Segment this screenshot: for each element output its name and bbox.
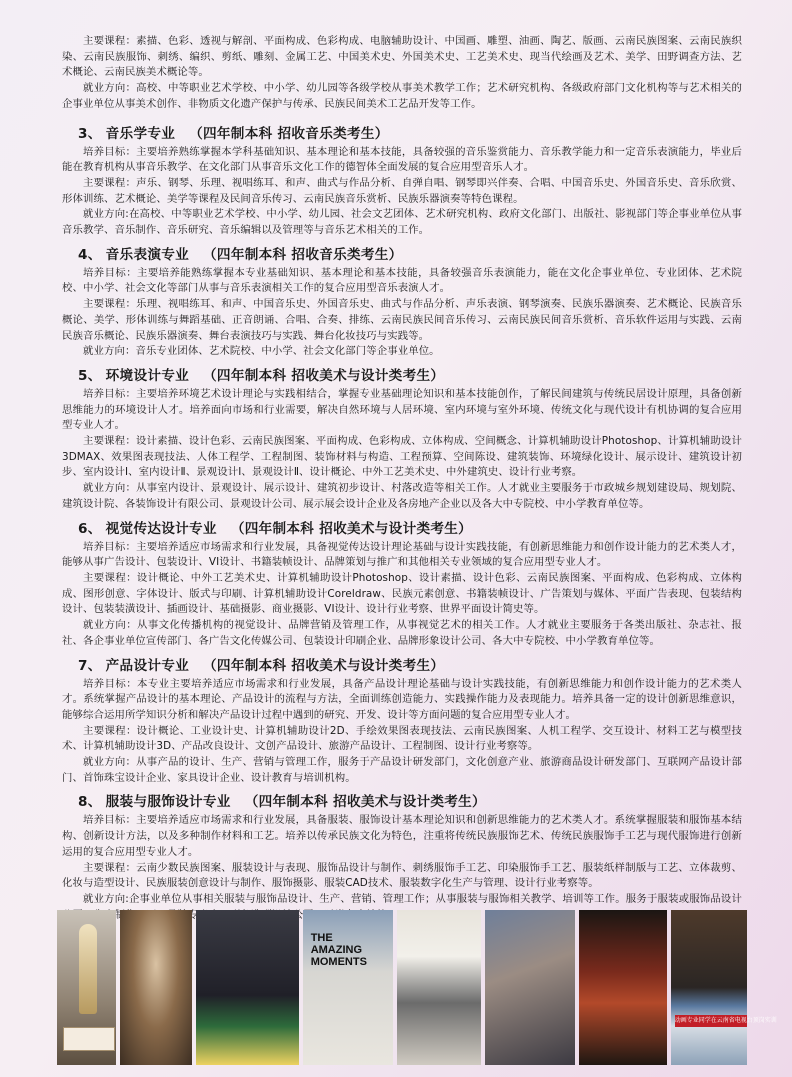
section-subtitle: （四年制本科 招收美术与设计类考生） [244, 794, 486, 811]
book-title-line: AMAZING [310, 944, 363, 956]
photo-trophy [57, 910, 116, 1065]
section-number: 6、 [78, 520, 102, 537]
paragraph: 主要课程：声乐、钢琴、乐理、视唱练耳、和声、曲式与作品分析、自弹自唱、钢琴即兴伴奏、合唱、中国音乐史、外国音乐史、音乐欣赏、形体训练、艺术概论、美学等课程及民间音乐传习、云南民族音乐赏析、民族乐器演奏等特色课程。 [62, 176, 742, 205]
photo-portrait-painting [120, 910, 192, 1065]
section-title: 视觉传达设计专业 [105, 520, 217, 537]
training-banner: 动画专业同学在云南省电视台顶岗实训 [675, 1015, 747, 1027]
section-heading [78, 125, 742, 143]
paragraph: 主要课程：云南少数民族图案、服装设计与表现、服饰品设计与制作、刺绣服饰手工艺、印染服饰手工艺、服装纸样制版与工艺、立体裁剪、化妆与造型设计、民族服装创意设计与制作、服饰摄影、服装CAD技术、服装数字化生产与管理、设计行业考察等。 [62, 861, 742, 890]
section-number: 4、 [78, 246, 102, 263]
paragraph: 就业方向：从事室内设计、景观设计、展示设计、建筑初步设计、村落改造等相关工作。人才就业主要服务于市政城乡规划建设局、规划院、建筑设计院、各装饰设计有限公司、景观设计公司、展示展会设计企业及各房地产企业以及各大中专院校、中小学教育单位等。 [62, 482, 742, 510]
section-visual-communication-design [62, 520, 742, 650]
section-subtitle: （四年制本科 招收美术与设计类考生） [203, 657, 445, 674]
paragraph: 培养目标：主要培养熟练掌握本学科基础知识、基本理论和基本技能，具备较强的音乐鉴赏能力、音乐教学能力和一定音乐表演能力，毕业后能在教育机构从事音乐教学、在文化部门从事音乐文化工作的德智体全面发展的复合应用型音乐人才。 [62, 145, 742, 174]
paragraph: 就业方向:在高校、中等职业艺术学校、中小学、幼儿园、社会文艺团体、艺术研究机构、政府文化部门、出版社、影视部门等企事业单位从事音乐教学、音乐制作、音乐研究、音乐编辑以及管理等与音乐艺术相关的工作。 [62, 208, 742, 237]
section-title: 音乐学专业 [105, 125, 176, 142]
photo-dance-performance [196, 910, 299, 1065]
paragraph: 就业方向：从事文化传播机构的视觉设计、品牌营销及管理工作，从事视觉艺术的相关工作。人才就业主要服务于各类出版社、杂志社、报社、各企事业单位宣传部门、各广告文化传媒公司、包装设计印刷企业、品牌形象设计公司、各大中专院校、中小学教育单位等。 [62, 619, 742, 647]
section-music-performance [62, 246, 742, 360]
section-heading [78, 367, 742, 385]
section-fashion-design [62, 793, 742, 923]
book-title-line: THE [310, 932, 333, 944]
section-environmental-design [62, 367, 742, 513]
section-subtitle: （四年制本科 招收音乐类考生） [189, 125, 389, 142]
document-body [62, 34, 742, 930]
section-number: 8、 [78, 794, 102, 811]
paragraph: 就业方向：从事产品的设计、生产、营销与管理工作，服务于产品设计研发部门，文化创意产业、旅游商品设计研发部门、互联网产品设计部门、首饰珠宝设计企业、家具设计企业、设计教育与培训机构。 [62, 756, 742, 784]
section-subtitle: （四年制本科 招收美术与设计类考生） [203, 367, 445, 384]
section-title: 服装与服饰设计专业 [105, 794, 231, 811]
section-subtitle: （四年制本科 招收美术与设计类考生） [230, 520, 473, 537]
paragraph: 培养目标：主要培养适应市场需求和行业发展，具备视觉传达设计理论基础与设计实践技能，有创新思维能力和创作设计能力的艺术类人才，能够从事广告设计、包装设计、VI设计、书籍装帧设计、品牌策划与推广和其他相关专业领域的复合应用型专业人才。 [62, 540, 742, 569]
section-subtitle: （四年制本科 招收音乐类考生） [203, 246, 403, 263]
photo-sculptures [397, 910, 481, 1065]
section-number: 7、 [78, 657, 102, 674]
section-title: 音乐表演专业 [105, 246, 190, 263]
section-heading [78, 793, 742, 811]
section-heading [78, 657, 742, 675]
paragraph: 培养目标：本专业主要培养适应市场需求和行业发展，具备产品设计理论基础与设计实践技能，有创新思维能力和创作设计能力的艺术类人才。系统掌握产品设计的基本理论、产品设计的流程与方法，全面训练创造能力、实践操作能力及表现能力。培养具备一定的设计创新思维意识，能够综合运用所学知识分析和解决产品设计过程中遇到的研究、开发、设计等方面问题的复合应用型专业人才。 [62, 677, 742, 721]
paragraph: 主要课程：素描、色彩、透视与解剖、平面构成、色彩构成、电脑辅助设计、中国画、雕塑、油画、陶艺、版画、云南民族图案、云南民族织染、云南民族服饰、刺绣、编织、剪纸、雕刻、金属工艺、中国美术史、外国美术史、工艺美术史、现当代绘画及艺术、美学、田野调查方法、艺术概论、云南民族美术概论等。 [62, 35, 742, 79]
section-heading [78, 520, 742, 538]
section-fine-arts-continued [62, 34, 742, 113]
paragraph: 培养目标：主要培养适应市场需求和行业发展，具备服装、服饰设计基本理论知识和创新思维能力的艺术类人才。系统掌握服装和服饰基本结构、创新设计方法，以及多种制作材料和工艺。培养以传承民族文化为特色，注重将传统民族服饰艺术、传统民族服饰手工艺与现代服饰进行创新运用的复合应用型专业人才。 [62, 814, 742, 858]
photo-strip [57, 910, 777, 1065]
photo-fashion-show [485, 910, 575, 1065]
section-heading [78, 246, 742, 264]
photo-ethnic-costume-performance [579, 910, 667, 1065]
section-musicology [62, 125, 742, 239]
book-title-line: MOMENTS [310, 956, 367, 968]
paragraph: 主要课程：设计素描、设计色彩、云南民族图案、平面构成、色彩构成、立体构成、空间概念、计算机辅助设计Photoshop、计算机辅助设计3DMAX、效果图表现技法、人体工程学、工程制图、装饰材料与构造、工程预算、空间陈设、建筑装饰、环境绿化设计、展示设计、建筑设计初步、室内设计Ⅰ、室内设计Ⅱ、景观设计Ⅰ、景观设计Ⅱ、设计概论、中外工艺美术史、中外建筑史、设计行业考察。 [62, 435, 742, 479]
paragraph: 培养目标：主要培养环境艺术设计理论与实践相结合，掌握专业基础理论知识和基本技能创作，了解民间建筑与传统民居设计原理，具备创新思维能力的环境设计人才。培养面向市场和行业需要，解决自然环境与人居环境、室内环境与室外环境、传统文化与现代设计有机协调的复合应用型专业人才。 [62, 387, 742, 432]
photo-book-cover [303, 910, 394, 1065]
paragraph: 主要课程：乐理、视唱练耳、和声、中国音乐史、外国音乐史、曲式与作品分析、声乐表演、钢琴演奏、民族乐器演奏、艺术概论、民族音乐概论、美学、形体训练与舞蹈基础、正音朗诵、合唱、合奏、排练、云南民族民间音乐传习、云南民族民间音乐赏析、音乐软件运用与实践、云南民族音乐概论、民族乐器演奏、舞台表演技巧与实践、舞台化妆技巧与实践等。 [62, 298, 742, 342]
section-title: 产品设计专业 [105, 657, 190, 674]
paragraph: 就业方向：音乐专业团体、艺术院校、中小学、社会文化部门等企事业单位。 [83, 345, 440, 358]
trophy-figure [79, 924, 97, 1014]
section-title: 环境设计专业 [105, 367, 190, 384]
paragraph: 主要课程：设计概论、工业设计史、计算机辅助设计2D、手绘效果图表现技法、云南民族图案、人机工程学、交互设计、材料工艺与模型技术、计算机辅助设计3D、产品改良设计、文创产品设计、旅游产品设计、工程制图、设计行业考察等。 [62, 724, 742, 753]
section-number: 3、 [78, 125, 102, 142]
section-product-design [62, 657, 742, 787]
paragraph: 培养目标：主要培养能熟练掌握本专业基础知识、基本理论和基本技能，具备较强音乐表演能力，能在文化企事业单位、专业团体、艺术院校、中小学、社会文化等部门从事与音乐表演相关工作的复合应用型音乐表演人才。 [62, 266, 742, 295]
section-number: 5、 [78, 367, 102, 384]
paragraph: 就业方向:企事业单位从事相关服装与服饰品设计、生产、营销、管理工作；从事服装与服饰相关教学、培训等工作。服务于服装或服饰品设计 牌专卖 [83, 892, 742, 921]
trophy-plaque [63, 1027, 115, 1051]
paragraph: 主要课程：设计概论、中外工艺美术史、计算机辅助设计Photoshop、设计素描、设计色彩、云南民族图案、平面构成、色彩构成、立体构成、图形创意、字体设计、版式与印刷、计算机辅助设计Coreldraw、民族元素创意、书籍装帧设计、广告策划与媒体、平面广告表现、包装结构设计、包装装潢设计、插画设计、基础摄影、商业摄影、VI设计、设计行业考察、世界平面设计简史等。 [62, 571, 742, 616]
paragraph: 就业方向：高校、中等职业艺术学校、中小学、幼儿园等各级学校从事美术教学工作；艺术研究机构、各级政府部门文化机构等与艺术相关的企事业单位从事美术创作、非物质文化遗产保护与传承、民族民间美术工艺品开发等工作。 [62, 82, 742, 110]
photo-studio-training [671, 910, 777, 1065]
book-title [311, 932, 367, 968]
